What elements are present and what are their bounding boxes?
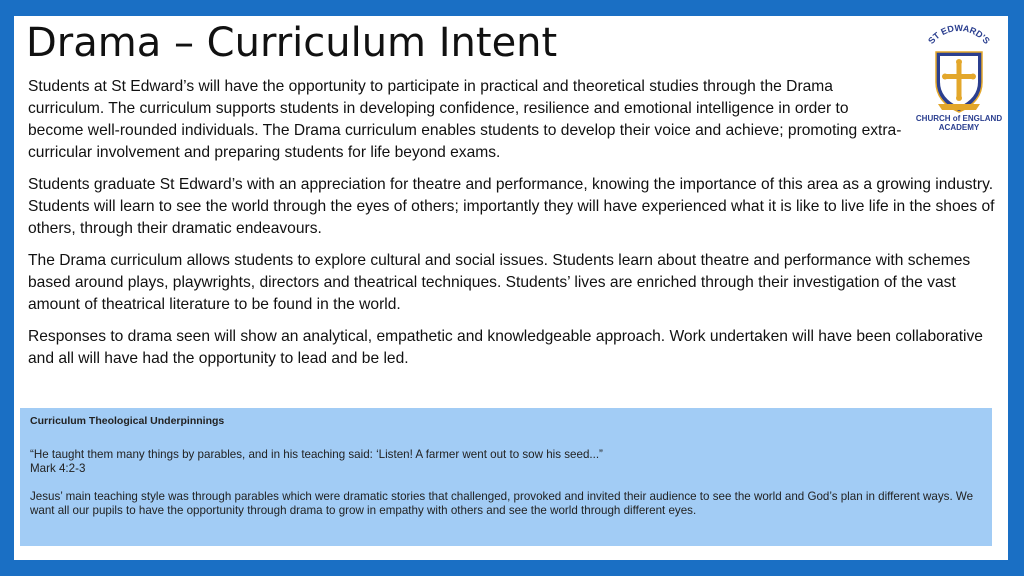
intent-body	[28, 76, 996, 380]
logo-bottom-line2: ACADEMY	[938, 123, 980, 132]
theology-reference: Mark 4:2-3	[30, 462, 86, 475]
logo-bottom-line1: CHURCH of ENGLAND	[916, 114, 1002, 123]
page-title: Drama – Curriculum Intent	[26, 20, 558, 66]
intent-paragraph: Students at St Edward’s will have the opportunity to participate in practical and theoretical studies through the Drama curriculum. The curriculum supports students in developing confidence, resilience and emotional intelligence in order to become well-rounded individuals. The Drama curriculum enables students to develop their voice and achieve; promoting extra-curricular involvement and preparing students for life beyond exams.	[28, 78, 902, 161]
slide	[14, 16, 1008, 560]
logo-top-text: ST EDWARD'S	[926, 24, 992, 46]
theology-text: Jesus’ main teaching style was through parables which were dramatic stories that challenged, provoked and invited their audience to see the world and God’s plan in different ways. We want all our pupils to have the opportunity through drama to grow in empathy with others and see the world through different eyes.	[30, 490, 974, 517]
intent-paragraph: Students graduate St Edward’s with an appreciation for theatre and performance, knowing the importance of this area as a growing industry. Students will learn to see the world through the eyes of others; importantly they will have experienced what it is like to live life in the shoes of others, through their dramatic endeavours.	[28, 176, 995, 237]
theology-quote: “He taught them many things by parables, and in his teaching said: ‘Listen! A farmer went out to sow his seed...”	[30, 448, 603, 461]
intent-paragraph: The Drama curriculum allows students to explore cultural and social issues. Students learn about theatre and performance with schemes based around plays, playwrights, directors and theatrical techniques. Students’ lives are enriched through their investigation of the vast amount of theatrical literature to be found in the world.	[28, 252, 971, 313]
intent-paragraph: Responses to drama seen will show an analytical, empathetic and knowledgeable approach. Work undertaken will have been collaborative and all will have had the opportunity to lead and be led.	[28, 328, 983, 367]
theology-heading: Curriculum Theological Underpinnings	[30, 415, 225, 427]
theology-box	[20, 408, 992, 546]
